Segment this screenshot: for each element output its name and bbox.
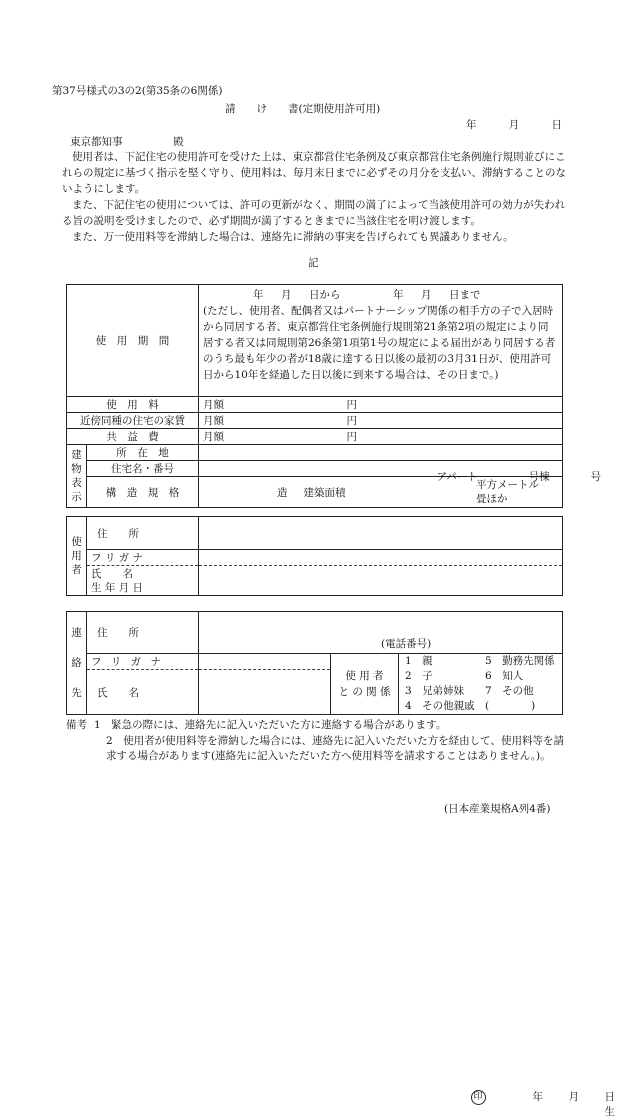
addressee-name: 東京都知事 — [70, 136, 123, 148]
contact-address-label-cell: 住 所 — [87, 612, 199, 654]
relation-options-cell: 1 親 5 勤務先関係 2 子 6 知人 3 兄弟姉妹 7 その他 4 その他親戚 ( ) — [399, 654, 563, 715]
user-name-label-cell: 氏 名 生 年 月 日 — [87, 566, 199, 596]
period-from-line: 年 月 日から 年 月 日まで — [253, 289, 481, 301]
period-value-cell — [199, 285, 563, 397]
housing-name-label-cell: 住宅名・番号 — [87, 461, 199, 477]
paragraph-3: また、万一使用料等を滞納した場合は、連絡先に滞納の事実を告げられても異議ありません。 — [72, 231, 514, 243]
contact-group-label: 連 絡 先 — [67, 612, 87, 715]
location-value-cell — [199, 445, 563, 461]
relation-label-cell: 使 用 者 と の 関 係 — [331, 654, 399, 715]
year-unit: 年 — [466, 119, 477, 131]
user-address-value-cell — [199, 517, 563, 550]
page-title: 請 け 書(定期使用許可用) — [225, 103, 381, 115]
rent-label-cell: 近傍同種の住宅の家賃 — [67, 413, 199, 429]
contact-furigana-label-cell: フ リ ガ ナ — [87, 654, 199, 670]
contact-name-label-cell: 氏 名 — [87, 670, 199, 715]
note-1: 1 緊急の際には、連絡先に記入いただいた方に連絡する場合があります。 — [94, 719, 447, 731]
paragraph-2: また、下記住宅の使用については、許可の更新がなく、期間の満了によって当該使用許可の効力が失われる旨の説明を受けましたので、必ず期間が満了するときまでに当該住宅を明け渡します。 — [62, 199, 566, 227]
location-label-cell: 所 在 地 — [87, 445, 199, 461]
contact-table — [66, 611, 563, 715]
period-label-cell — [67, 285, 199, 397]
structure-value-cell: 造 建築面積 平方メートル 畳ほか — [199, 477, 563, 508]
form-id: 第37号様式の3の2(第35条の6関係) — [52, 85, 223, 97]
paper-size: (日本産業規格A列4番) — [444, 803, 551, 815]
note-2: 2 使用者が使用料等を滞納した場合には、連絡先に記入いただいた方を経由して、使用料等を請求する場合があります(連絡先に記入いただいた方へ使用料等を請求することはありません。)。 — [106, 735, 564, 762]
month-unit: 月 — [508, 119, 520, 131]
day-unit: 日 — [551, 119, 562, 131]
common-fee-label-cell: 共 益 費 — [67, 429, 199, 445]
fee-label-cell: 使 用 料 — [67, 397, 199, 413]
rent-value-cell: 月額 円 — [199, 413, 563, 429]
date-line — [466, 117, 562, 132]
contact-address-value-cell: (電話番号) — [199, 612, 563, 654]
period-label: 使 用 期 間 — [95, 335, 170, 347]
fee-value-cell: 月額 円 — [199, 397, 563, 413]
user-address-label-cell: 住 所 — [87, 517, 199, 550]
paragraph-1: 使用者は、下記住宅の使用許可を受けた上は、東京都営住宅条例及び東京都営住宅条例施行規則並びにこれらの規定に基づく指示を堅く守り、使用料は、毎月末日までに必ずその月分を支払い、滞納することのないようにします。 — [62, 151, 566, 195]
contact-name-value-cell — [199, 670, 331, 715]
common-fee-value-cell: 月額 円 — [199, 429, 563, 445]
notes-label: 備考 — [66, 719, 87, 731]
housing-name-value-cell: アパート 号棟 号 — [199, 461, 563, 477]
user-group-label: 使 用 者 — [67, 517, 87, 596]
structure-label-cell: 構 造 規 格 — [87, 477, 199, 508]
permit-table — [66, 284, 601, 508]
ki-heading: 記 — [308, 257, 319, 269]
user-furigana-label-cell: フ リ ガ ナ — [87, 550, 199, 566]
user-furigana-value-cell — [199, 550, 563, 566]
seal-icon: 印 — [471, 1090, 486, 1105]
addressee-honorific: 殿 — [173, 136, 184, 148]
contact-furigana-value-cell — [199, 654, 331, 670]
user-name-value-cell: 印 年 月 日生 — [199, 566, 563, 596]
period-proviso: (ただし、使用者、配偶者又はパートナーシップ関係の相手方の子で入居時から同居する者、東京都営住宅条例施行規則第21条第2項の規定により同居する者又は同規則第26条第1項第1号の規定による届出があり同居する者のうち最も年少の者が18歳に達する日以後の最初の3月31日が、使用許可日から10年を経過した日以後に到来する場合は、その日まで。) — [203, 305, 556, 381]
building-group-label: 建 物 表 示 — [67, 445, 87, 508]
addressee — [70, 134, 184, 149]
